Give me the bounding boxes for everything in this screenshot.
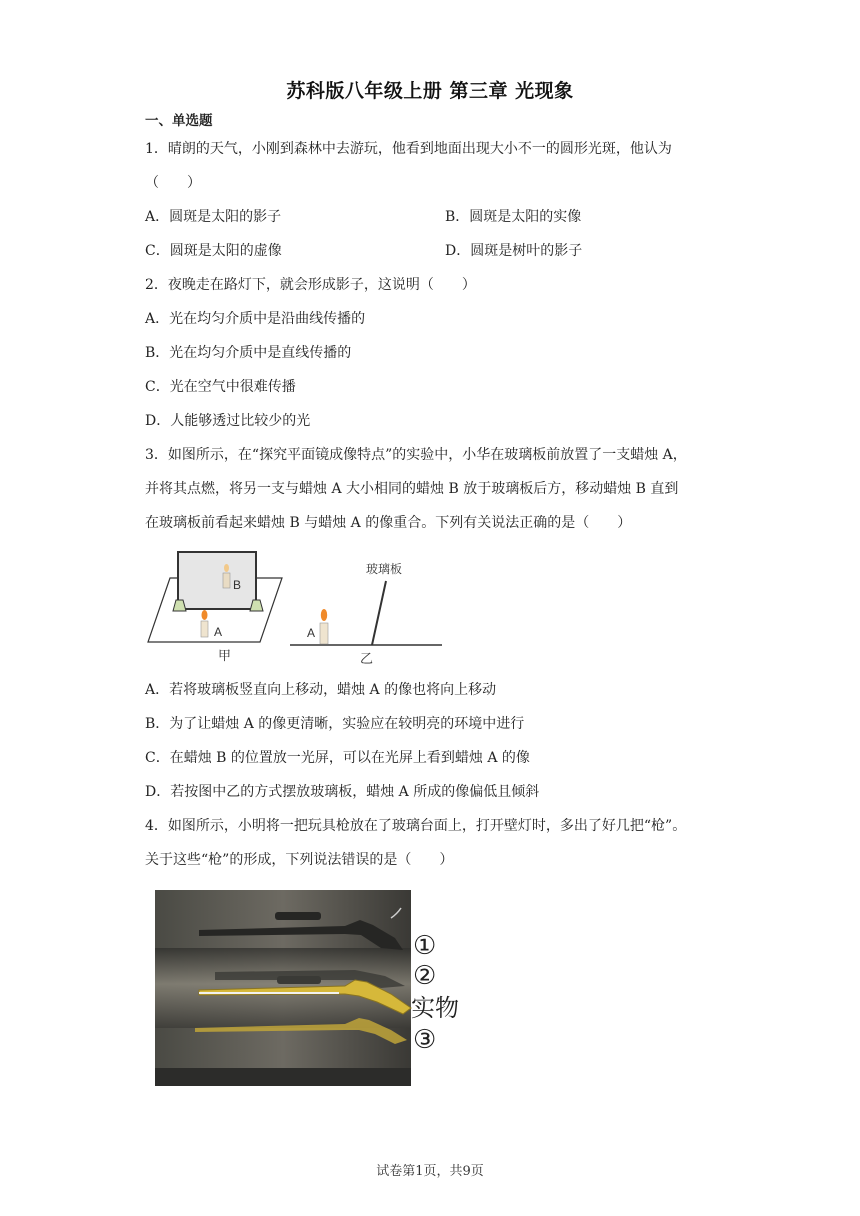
label-a: A xyxy=(214,625,223,639)
q2-option-c: C．光在空气中很难传播 xyxy=(145,379,296,395)
section-heading: 一、单选题 xyxy=(145,113,213,129)
candle-b-image-flame xyxy=(224,564,229,572)
q3-option-d: D．若按图中乙的方式摆放玻璃板，蜡烛 A 所成的像偏低且倾斜 xyxy=(145,784,540,800)
q2-option-b: B．光在均匀介质中是直线传播的 xyxy=(145,345,352,361)
candle-a-flame xyxy=(321,609,327,621)
glass-plate xyxy=(178,552,256,609)
label-2: ② xyxy=(413,961,437,991)
caption-jia: 甲 xyxy=(218,649,232,664)
q2-option-d: D．人能够透过比较少的光 xyxy=(145,413,311,429)
q3-option-b: B．为了让蜡烛 A 的像更清晰，实验应在较明亮的环境中进行 xyxy=(145,716,525,732)
table-edge xyxy=(155,1068,411,1086)
q1-option-b: B．圆斑是太阳的实像 xyxy=(445,209,582,225)
candle-a-flame xyxy=(202,610,208,620)
label-real: 实物 xyxy=(411,994,459,1022)
scope-shadow xyxy=(275,912,321,920)
q3-stem-line2: 并将其点燃，将另一支与蜡烛 A 大小相同的蜡烛 B 放于玻璃板后方，移动蜡烛 B 直到 xyxy=(145,481,679,497)
glass-plate-tilted xyxy=(372,581,386,645)
barrel-highlight xyxy=(199,992,339,994)
candle-a xyxy=(320,623,328,644)
q3-option-c: C．在蜡烛 B 的位置放一光屏，可以在光屏上看到蜡烛 A 的像 xyxy=(145,750,530,766)
label-3: ③ xyxy=(413,1025,437,1055)
q1-stem-line1: 1．晴朗的天气，小刚到森林中去游玩，他看到地面出现大小不一的圆形光斑，他认为 xyxy=(145,141,672,157)
q2-stem: 2．夜晚走在路灯下，就会形成影子，这说明（ ） xyxy=(145,277,476,293)
label-b: B xyxy=(233,578,242,592)
q4-stem-line2: 关于这些“枪”的形成，下列说法错误的是（ ） xyxy=(145,852,454,868)
q3-option-a: A．若将玻璃板竖直向上移动，蜡烛 A 的像也将向上移动 xyxy=(145,682,497,698)
page-footer: 试卷第1页，共9页 xyxy=(376,1164,484,1179)
q4-stem-line1: 4．如图所示，小明将一把玩具枪放在了玻璃台面上，打开壁灯时，多出了好几把“枪”。 xyxy=(145,818,687,834)
q3-stem-line1: 3．如图所示，在“探究平面镜成像特点”的实验中，小华在玻璃板前放置了一支蜡烛 A， xyxy=(145,447,687,463)
candle-b xyxy=(223,573,230,588)
q3-figure-yi xyxy=(288,555,448,667)
q1-option-c: C．圆斑是太阳的虚像 xyxy=(145,243,282,259)
gun-scope xyxy=(277,976,321,984)
glass-label: 玻璃板 xyxy=(366,562,403,576)
caption-yi: 乙 xyxy=(360,652,374,667)
q1-stem-line2: （ ） xyxy=(145,175,201,191)
label-1: ① xyxy=(413,931,437,961)
q4-gun-photo xyxy=(155,890,475,1088)
q1-option-d: D．圆斑是树叶的影子 xyxy=(445,243,583,259)
page-title: 苏科版八年级上册 第三章 光现象 xyxy=(286,80,574,102)
q2-option-a: A．光在均匀介质中是沿曲线传播的 xyxy=(145,311,366,327)
q1-option-a: A．圆斑是太阳的影子 xyxy=(145,209,282,225)
q3-stem-line3: 在玻璃板前看起来蜡烛 B 与蜡烛 A 的像重合。下列有关说法正确的是（ ） xyxy=(145,515,632,531)
label-a: A xyxy=(307,626,316,640)
q3-figure-jia xyxy=(140,545,290,665)
candle-a xyxy=(201,621,208,637)
